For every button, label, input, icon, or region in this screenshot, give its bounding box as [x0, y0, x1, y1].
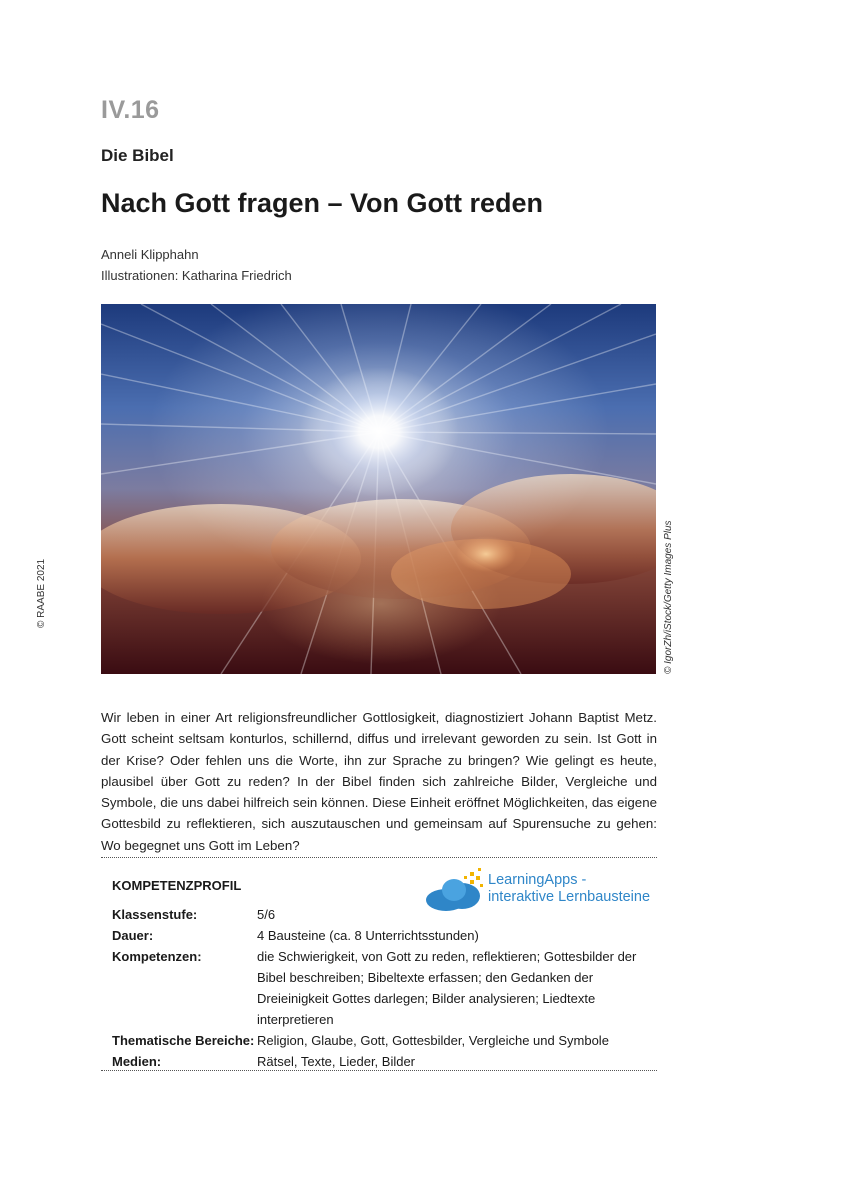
learningapps-line2: interaktive Lernbausteine — [488, 889, 651, 905]
author-name: Anneli Klipphahn — [101, 247, 199, 262]
profile-value: 4 Bausteine (ca. 8 Unterrichtsstunden) — [257, 928, 479, 943]
profile-value: Religion, Glaube, Gott, Gottesbilder, Vergleiche und Symbole — [257, 1033, 609, 1048]
profile-heading: KOMPETENZPROFIL — [112, 878, 242, 893]
unit-code: IV.16 — [101, 96, 160, 124]
learningapps-text — [488, 872, 650, 906]
illustrator-credit: Illustrationen: Katharina Friedrich — [101, 268, 292, 283]
profile-row — [112, 904, 657, 925]
profile-row — [112, 1051, 657, 1072]
intro-paragraph: Wir leben in einer Art religionsfreundlicher Gottlosigkeit, diagnostiziert Johann Baptist Metz. Gott scheint seltsam konturlos, schillernd, diffus und irrelevant geworden zu sein. Ist Gott in der Krise? Oder fehlen uns die Worte, ihn zur Sprache zu bringen? Wie gelingt es heute, plausibel über Gott zu reden? In der Bibel finden sich zahlreiche Bilder, Vergleiche und Symbole, die uns dabei hilfreich sein können. Diese Einheit eröffnet Möglichkeiten, das eigene Gottesbild zu reflektieren, sich auszutauschen und gemeinsam auf Spurensuche zu gehen: Wo begegnet uns Gott im Leben? — [101, 710, 657, 853]
hero-image-sky-light — [101, 304, 656, 674]
profile-row — [112, 1030, 657, 1051]
profile-label: Klassenstufe: — [112, 907, 198, 922]
dotted-divider-bottom — [101, 1070, 657, 1071]
dotted-divider-top — [101, 857, 657, 858]
profile-row — [112, 946, 657, 1030]
learningapps-line1: LearningApps - — [488, 872, 587, 888]
profile-label: Dauer: — [112, 928, 154, 943]
profile-row — [112, 925, 657, 946]
profile-value: die Schwierigkeit, von Gott zu reden, reflektieren; Gottesbilder der Bibel beschreiben; Bibeltexte erfassen; den Gedanken der Dreieinigkeit Gottes darlegen; Bilder analysieren; Liedtexte interpretieren — [257, 949, 637, 1027]
profile-label: Thematische Bereiche: — [112, 1033, 255, 1048]
competence-profile-table — [112, 904, 657, 1072]
copyright-notice: © RAABE 2021 — [36, 558, 47, 628]
profile-label: Medien: — [112, 1054, 162, 1069]
series-label: Die Bibel — [101, 146, 174, 165]
profile-value: 5/6 — [257, 907, 276, 922]
photo-credit: © IgorZh/iStock/Getty Images Plus — [663, 520, 674, 674]
profile-value: Rätsel, Texte, Lieder, Bilder — [257, 1054, 416, 1069]
page-title: Nach Gott fragen – Von Gott reden — [101, 188, 544, 218]
profile-label: Kompetenzen: — [112, 949, 202, 964]
